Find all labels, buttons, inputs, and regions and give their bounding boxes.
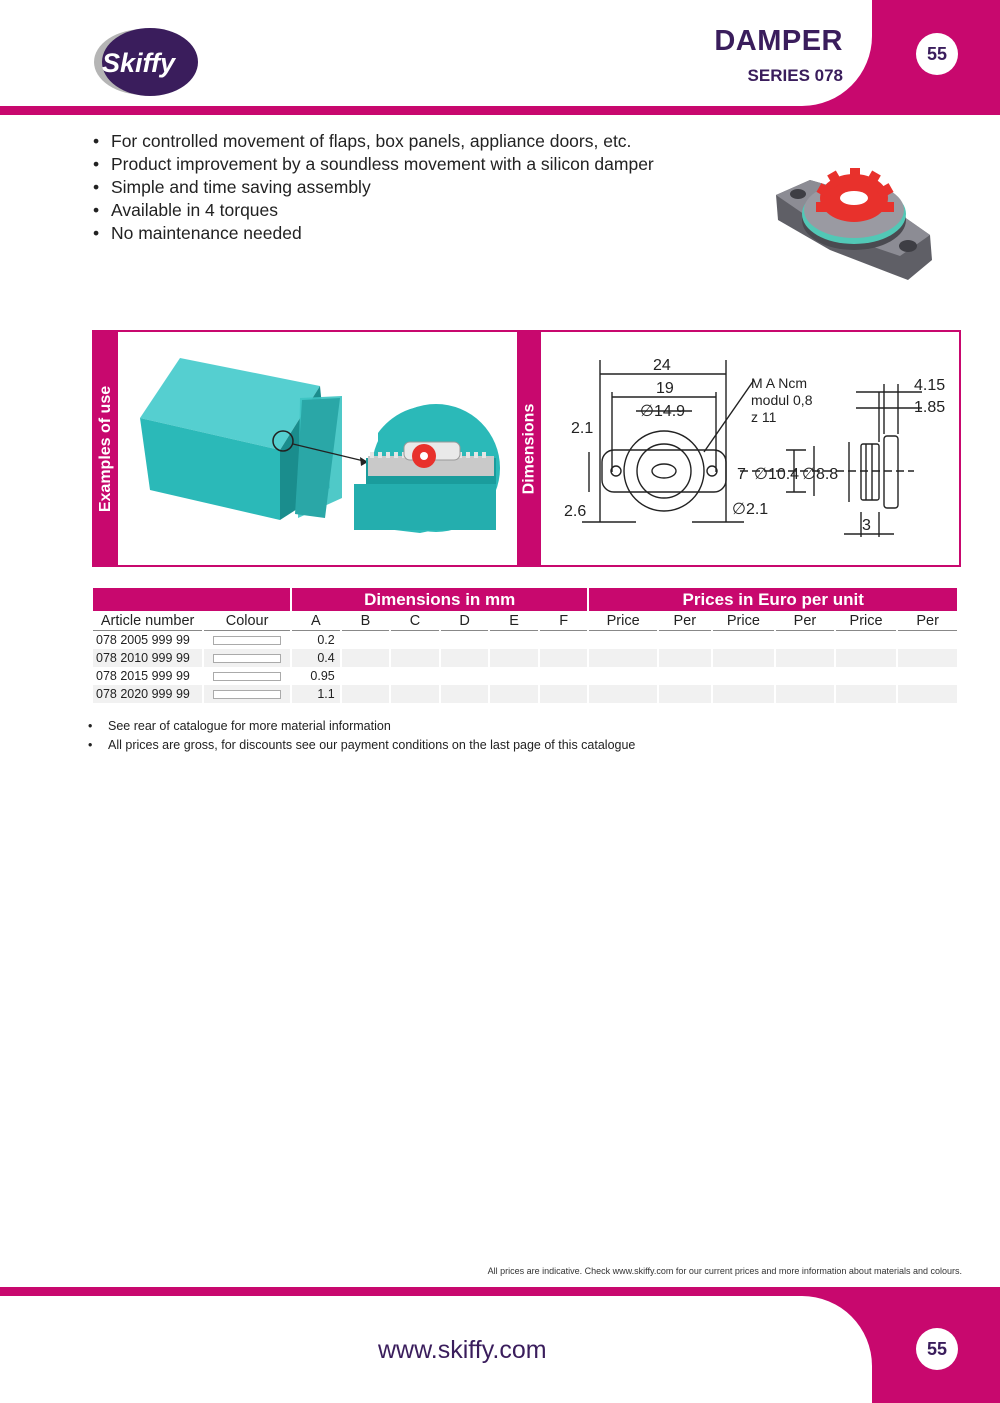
value-a: 1.1: [292, 685, 340, 703]
brand-logo-text: Skiffy: [102, 48, 176, 78]
col-per-1: Per: [659, 611, 711, 631]
col-price-2: Price: [713, 611, 775, 631]
group-header-prices: Prices in Euro per unit: [589, 588, 957, 611]
figure-panel: [92, 330, 961, 567]
feature-item: • For controlled movement of flaps, box panels, appliance doors, etc.: [93, 130, 654, 153]
col-per-3: Per: [898, 611, 957, 631]
article-number: 078 2005 999 99: [96, 633, 190, 647]
page-title: DAMPER: [714, 25, 843, 57]
group-header-dimensions: Dimensions in mm: [292, 588, 587, 611]
colour-swatch-box: [213, 690, 281, 699]
footer-page-number-badge: 55: [916, 1328, 958, 1370]
page-number-badge: 55: [916, 33, 958, 75]
col-price-1: Price: [589, 611, 657, 631]
feature-item: • Available in 4 torques: [93, 199, 654, 222]
col-b: B: [342, 611, 390, 631]
dim-24: 24: [653, 357, 671, 374]
colour-swatch-box: [213, 654, 281, 663]
dim-3: 3: [862, 517, 871, 534]
article-number: 078 2015 999 99: [96, 669, 190, 683]
colour-swatch: [204, 649, 290, 667]
col-f: F: [540, 611, 588, 631]
col-price-3: Price: [836, 611, 897, 631]
group-header-row: [93, 588, 957, 611]
value-a: 0.2: [317, 633, 335, 647]
value-a: 0.95: [310, 669, 335, 683]
dim-2-1: 2.1: [571, 420, 594, 437]
col-e: E: [490, 611, 538, 631]
colour-swatch-box: [213, 636, 281, 645]
col-a: A: [292, 611, 340, 631]
dim-14-9: ∅14.9: [640, 403, 686, 420]
spec-teeth: z 11: [751, 409, 777, 425]
dim-2-6: 2.6: [564, 503, 587, 520]
colour-swatch: [204, 631, 290, 649]
website-link[interactable]: www.skiffy.com: [378, 1336, 547, 1364]
dim-7: 7: [737, 466, 746, 483]
note-item: • See rear of catalogue for more material information: [88, 717, 635, 736]
group-header-blank: [93, 588, 290, 611]
dimensions-label: Dimensions: [517, 332, 541, 565]
feature-item: • Simple and time saving assembly: [93, 176, 654, 199]
feature-list: [93, 130, 654, 245]
dim-4-15: 4.15: [914, 377, 946, 394]
dim-8-8: ∅8.8: [802, 466, 839, 483]
dim-1-85: 1.85: [914, 399, 946, 416]
product-image: [770, 160, 938, 288]
notes-list: [88, 717, 635, 755]
feature-item: • Product improvement by a soundless movement with a silicon damper: [93, 153, 654, 176]
feature-item: • No maintenance needed: [93, 222, 654, 245]
examples-label: Examples of use: [94, 332, 118, 565]
column-header-row: [93, 611, 957, 631]
dim-19: 19: [656, 380, 674, 397]
brand-logo: [92, 22, 204, 100]
colour-swatch: [204, 667, 290, 685]
table-row: [93, 667, 957, 685]
col-c: C: [391, 611, 439, 631]
price-disclaimer: All prices are indicative. Check www.skiffy.com for our current prices and more information about materials and colours.: [487, 1266, 962, 1276]
article-number: 078 2020 999 99: [93, 685, 202, 703]
table-row: [93, 631, 957, 649]
value-a: 0.4: [292, 649, 340, 667]
spec-torque: M A Ncm: [751, 375, 808, 391]
table-row: [93, 649, 957, 667]
col-d: D: [441, 611, 489, 631]
colour-swatch-box: [213, 672, 281, 681]
page-subtitle: SERIES 078: [747, 66, 843, 85]
col-colour: Colour: [204, 611, 290, 631]
dim-hole-2-1: ∅2.1: [732, 501, 769, 518]
article-number: 078 2010 999 99: [93, 649, 202, 667]
col-article-number: Article number: [93, 611, 202, 631]
usage-illustration: [120, 338, 516, 560]
note-item: • All prices are gross, for discounts see our payment conditions on the last page of this catalogue: [88, 736, 635, 755]
dim-10-4: ∅10.4: [754, 466, 800, 483]
table-row: [93, 685, 957, 703]
colour-swatch: [204, 685, 290, 703]
technical-drawing: [544, 332, 959, 565]
col-per-2: Per: [776, 611, 834, 631]
spec-modul: modul 0,8: [751, 392, 813, 408]
price-table: [91, 588, 959, 703]
